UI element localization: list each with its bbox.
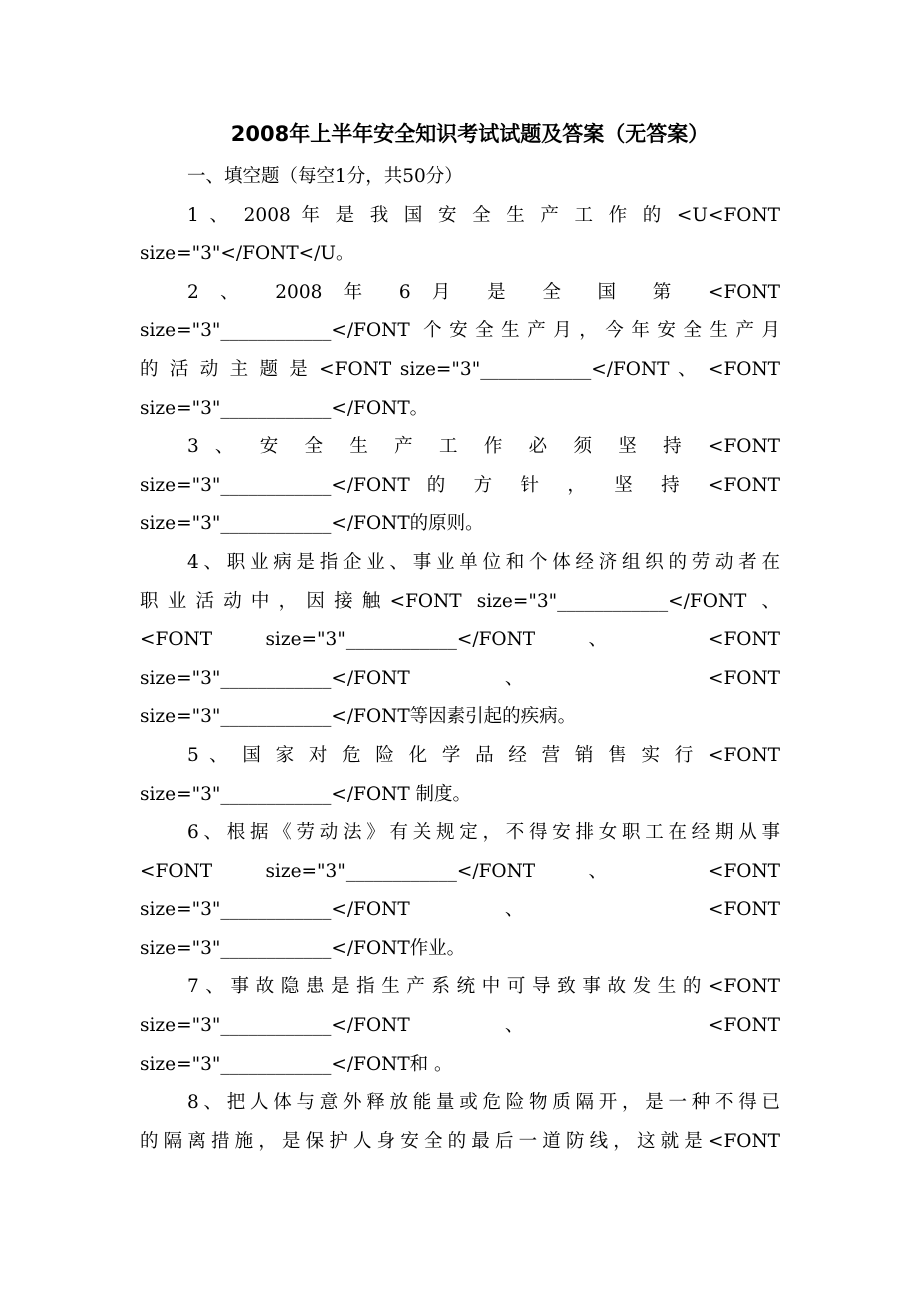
question-line: <FONT size="3"____________</FONT 、 <FONT (140, 860, 780, 882)
question-line: 1 、 2008 年 是 我 国 安 全 生 产 工 作 的 <U<FONT (187, 204, 780, 226)
question-line: 职业活动中，因接触<FONT size="3"____________</FONT 、 (140, 590, 780, 612)
question-2 (140, 274, 780, 428)
question-line: size="3"____________</FONT作业。 (140, 937, 466, 959)
section-heading-text: 一、填空题（每空1分，共50分） (187, 166, 463, 187)
question-7 (140, 968, 780, 1084)
question-line: size="3"____________</FONT 、 <FONT (140, 1015, 780, 1037)
question-8 (140, 1084, 780, 1161)
question-5 (140, 737, 780, 814)
question-line: 6、根据《劳动法》有关规定，不得安排女职工在经期从事 (187, 822, 780, 844)
question-line: size="3"____________</FONT。 (140, 397, 429, 419)
question-line: size="3"____________</FONT等因素引起的疾病。 (140, 706, 577, 728)
question-line: 3 、 安 全 生 产 工 作 必 须 坚 持 <FONT (187, 436, 780, 458)
section-heading (140, 158, 780, 197)
question-line: size="3"____________</FONT 、 <FONT (140, 899, 780, 921)
question-1 (140, 197, 780, 274)
question-line: size="3"____________</FONT 的 方 针 ， 坚 持 <FONT (140, 474, 780, 496)
question-line: 7、事故隐患是指生产系统中可导致事故发生的<FONT (187, 976, 780, 998)
question-3 (140, 428, 780, 544)
question-line: 2 、 2008 年 6 月 是 全 国 第 <FONT (187, 281, 780, 303)
document-title: 2008年上半年安全知识考试试题及答案（无答案） (230, 122, 710, 146)
question-line: size="3"____________</FONT 个安全生产月，今年安全生产月 (140, 320, 780, 342)
question-6 (140, 814, 780, 968)
question-line: size="3"____________</FONT和 。 (140, 1053, 453, 1075)
question-line: 的隔离措施，是保护人身安全的最后一道防线，这就是<FONT (140, 1130, 780, 1152)
question-line: size="3"____________</FONT 、 <FONT (140, 667, 780, 689)
question-line: size="3"____________</FONT的原则。 (140, 513, 484, 535)
question-line: <FONT size="3"____________</FONT 、 <FONT (140, 629, 780, 651)
question-line: 8、把人体与意外释放能量或危险物质隔开，是一种不得已 (187, 1092, 780, 1114)
document-page (140, 110, 780, 1161)
question-line: 5 、 国 家 对 危 险 化 学 品 经 营 销 售 实 行 <FONT (187, 744, 780, 766)
question-line: size="3"____________</FONT 制度。 (140, 783, 472, 805)
question-4 (140, 544, 780, 737)
question-line: 的 活 动 主 题 是 <FONT size="3"____________</FONT 、 <FONT (140, 358, 780, 380)
question-line: size="3"</FONT</U。 (140, 243, 355, 265)
question-line: 4、职业病是指企业、事业单位和个体经济组织的劳动者在 (187, 551, 780, 573)
